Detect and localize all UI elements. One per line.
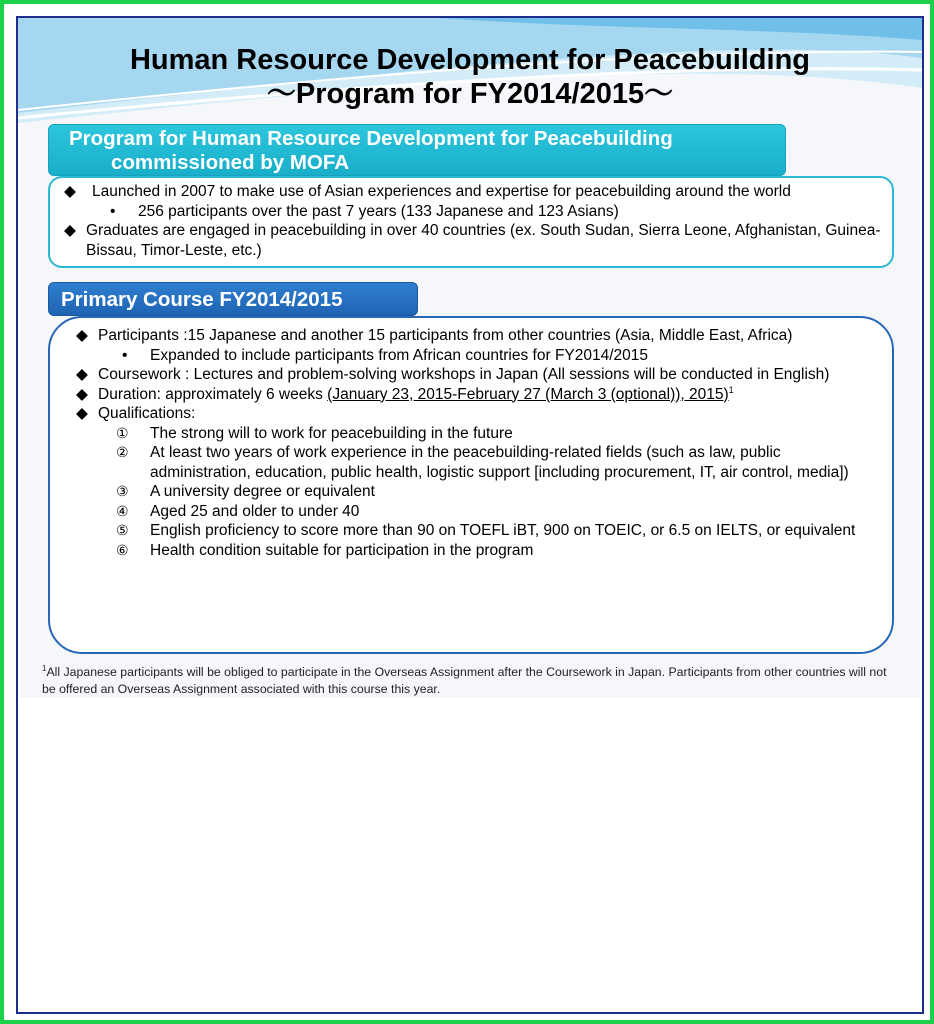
qualification-item [76, 541, 876, 561]
list-item [64, 202, 882, 222]
circled-number-icon: ④ [116, 502, 129, 519]
bullet-text: Graduates are engaged in peacebuilding in over 40 countries (ex. South Sudan, Sierra Leone, Afghanistan, Guinea-Bissau, Timor-Leste, etc.) [86, 222, 881, 259]
duration-dates: (January 23, 2015-February 27 (March 3 (optional)), 2015) [327, 385, 729, 403]
diamond-bullet-icon: ◆ [64, 183, 76, 200]
qualification-text: Aged 25 and older to under 40 [150, 502, 360, 520]
qualification-text: Health condition suitable for participation in the program [150, 541, 534, 559]
circled-number-icon: ① [116, 424, 129, 441]
participants-text: Participants :15 Japanese and another 15 participants from other countries (Asia, Middle East, Africa) [98, 327, 793, 344]
list-item [64, 221, 882, 260]
circled-number-icon: ③ [116, 483, 129, 499]
circled-number-icon: ② [116, 444, 129, 460]
page-subtitle: ～Program for FY2014/2015～ [266, 78, 674, 110]
duration-text [98, 385, 876, 405]
list-item [76, 346, 876, 366]
footnote-ref: 1 [728, 384, 734, 395]
qualification-text: A university degree or equivalent [150, 483, 375, 500]
list-item [64, 182, 882, 202]
diamond-bullet-icon: ◆ [76, 327, 88, 344]
qualification-item [76, 502, 876, 522]
footnote-marker: 1 [42, 663, 47, 673]
duration-prefix: Duration: approximately 6 weeks [98, 385, 328, 403]
qualification-item [76, 424, 876, 444]
qualification-item [76, 482, 876, 502]
qualification-item [76, 521, 876, 541]
qualification-text: The strong will to work for peacebuilding in the future [150, 424, 513, 442]
mofa-header-line2: commissioned by MOFA [111, 151, 350, 174]
qualification-text: At least two years of work experience in the peacebuilding-related fields (such as law, public administration, education, public health, logistic support [including procurement, IT, air control, media]) [150, 444, 849, 481]
qualification-item [76, 443, 876, 482]
qualification-text: English proficiency to score more than 90 on TOEFL iBT, 900 on TOEIC, or 6.5 on IELTS, or equivalent [150, 522, 856, 539]
circled-number-icon: ⑥ [116, 541, 129, 558]
mofa-header-line1: Program for Human Resource Development for Peacebuilding [69, 127, 673, 150]
list-item [76, 326, 876, 346]
slide [16, 16, 924, 1014]
bullet-text: 256 participants over the past 7 years (133 Japanese and 123 Asians) [138, 202, 619, 220]
mofa-section-header [48, 124, 786, 176]
mofa-section-box [48, 176, 894, 268]
footnote-text: All Japanese participants will be obliged to participate in the Overseas Assignment after the Coursework in Japan. Participants from other countries will not be offered an Overseas Assignment associated with this course this year. [42, 665, 887, 696]
list-item [76, 404, 876, 424]
primary-course-box [48, 316, 894, 654]
diamond-bullet-icon: ◆ [76, 366, 88, 383]
dot-bullet-icon: • [110, 202, 116, 220]
diamond-bullet-icon: ◆ [76, 385, 88, 403]
bullet-text: Launched in 2007 to make use of Asian experiences and expertise for peacebuilding around the world [92, 183, 791, 200]
diamond-bullet-icon: ◆ [64, 222, 76, 239]
qualifications-label: Qualifications: [98, 405, 196, 422]
coursework-text: Coursework : Lectures and problem-solving workshops in Japan (All sessions will be conducted in English) [98, 366, 830, 383]
list-item [76, 365, 876, 385]
circled-number-icon: ⑤ [116, 522, 129, 538]
footnote [42, 664, 902, 698]
bullet-text: Expanded to include participants from African countries for FY2014/2015 [150, 346, 649, 364]
primary-course-header: Primary Course FY2014/2015 [48, 282, 418, 316]
diamond-bullet-icon: ◆ [76, 405, 88, 422]
dot-bullet-icon: • [122, 346, 128, 364]
list-item [76, 385, 876, 405]
page-title: Human Resource Development for Peacebuilding [129, 44, 811, 76]
